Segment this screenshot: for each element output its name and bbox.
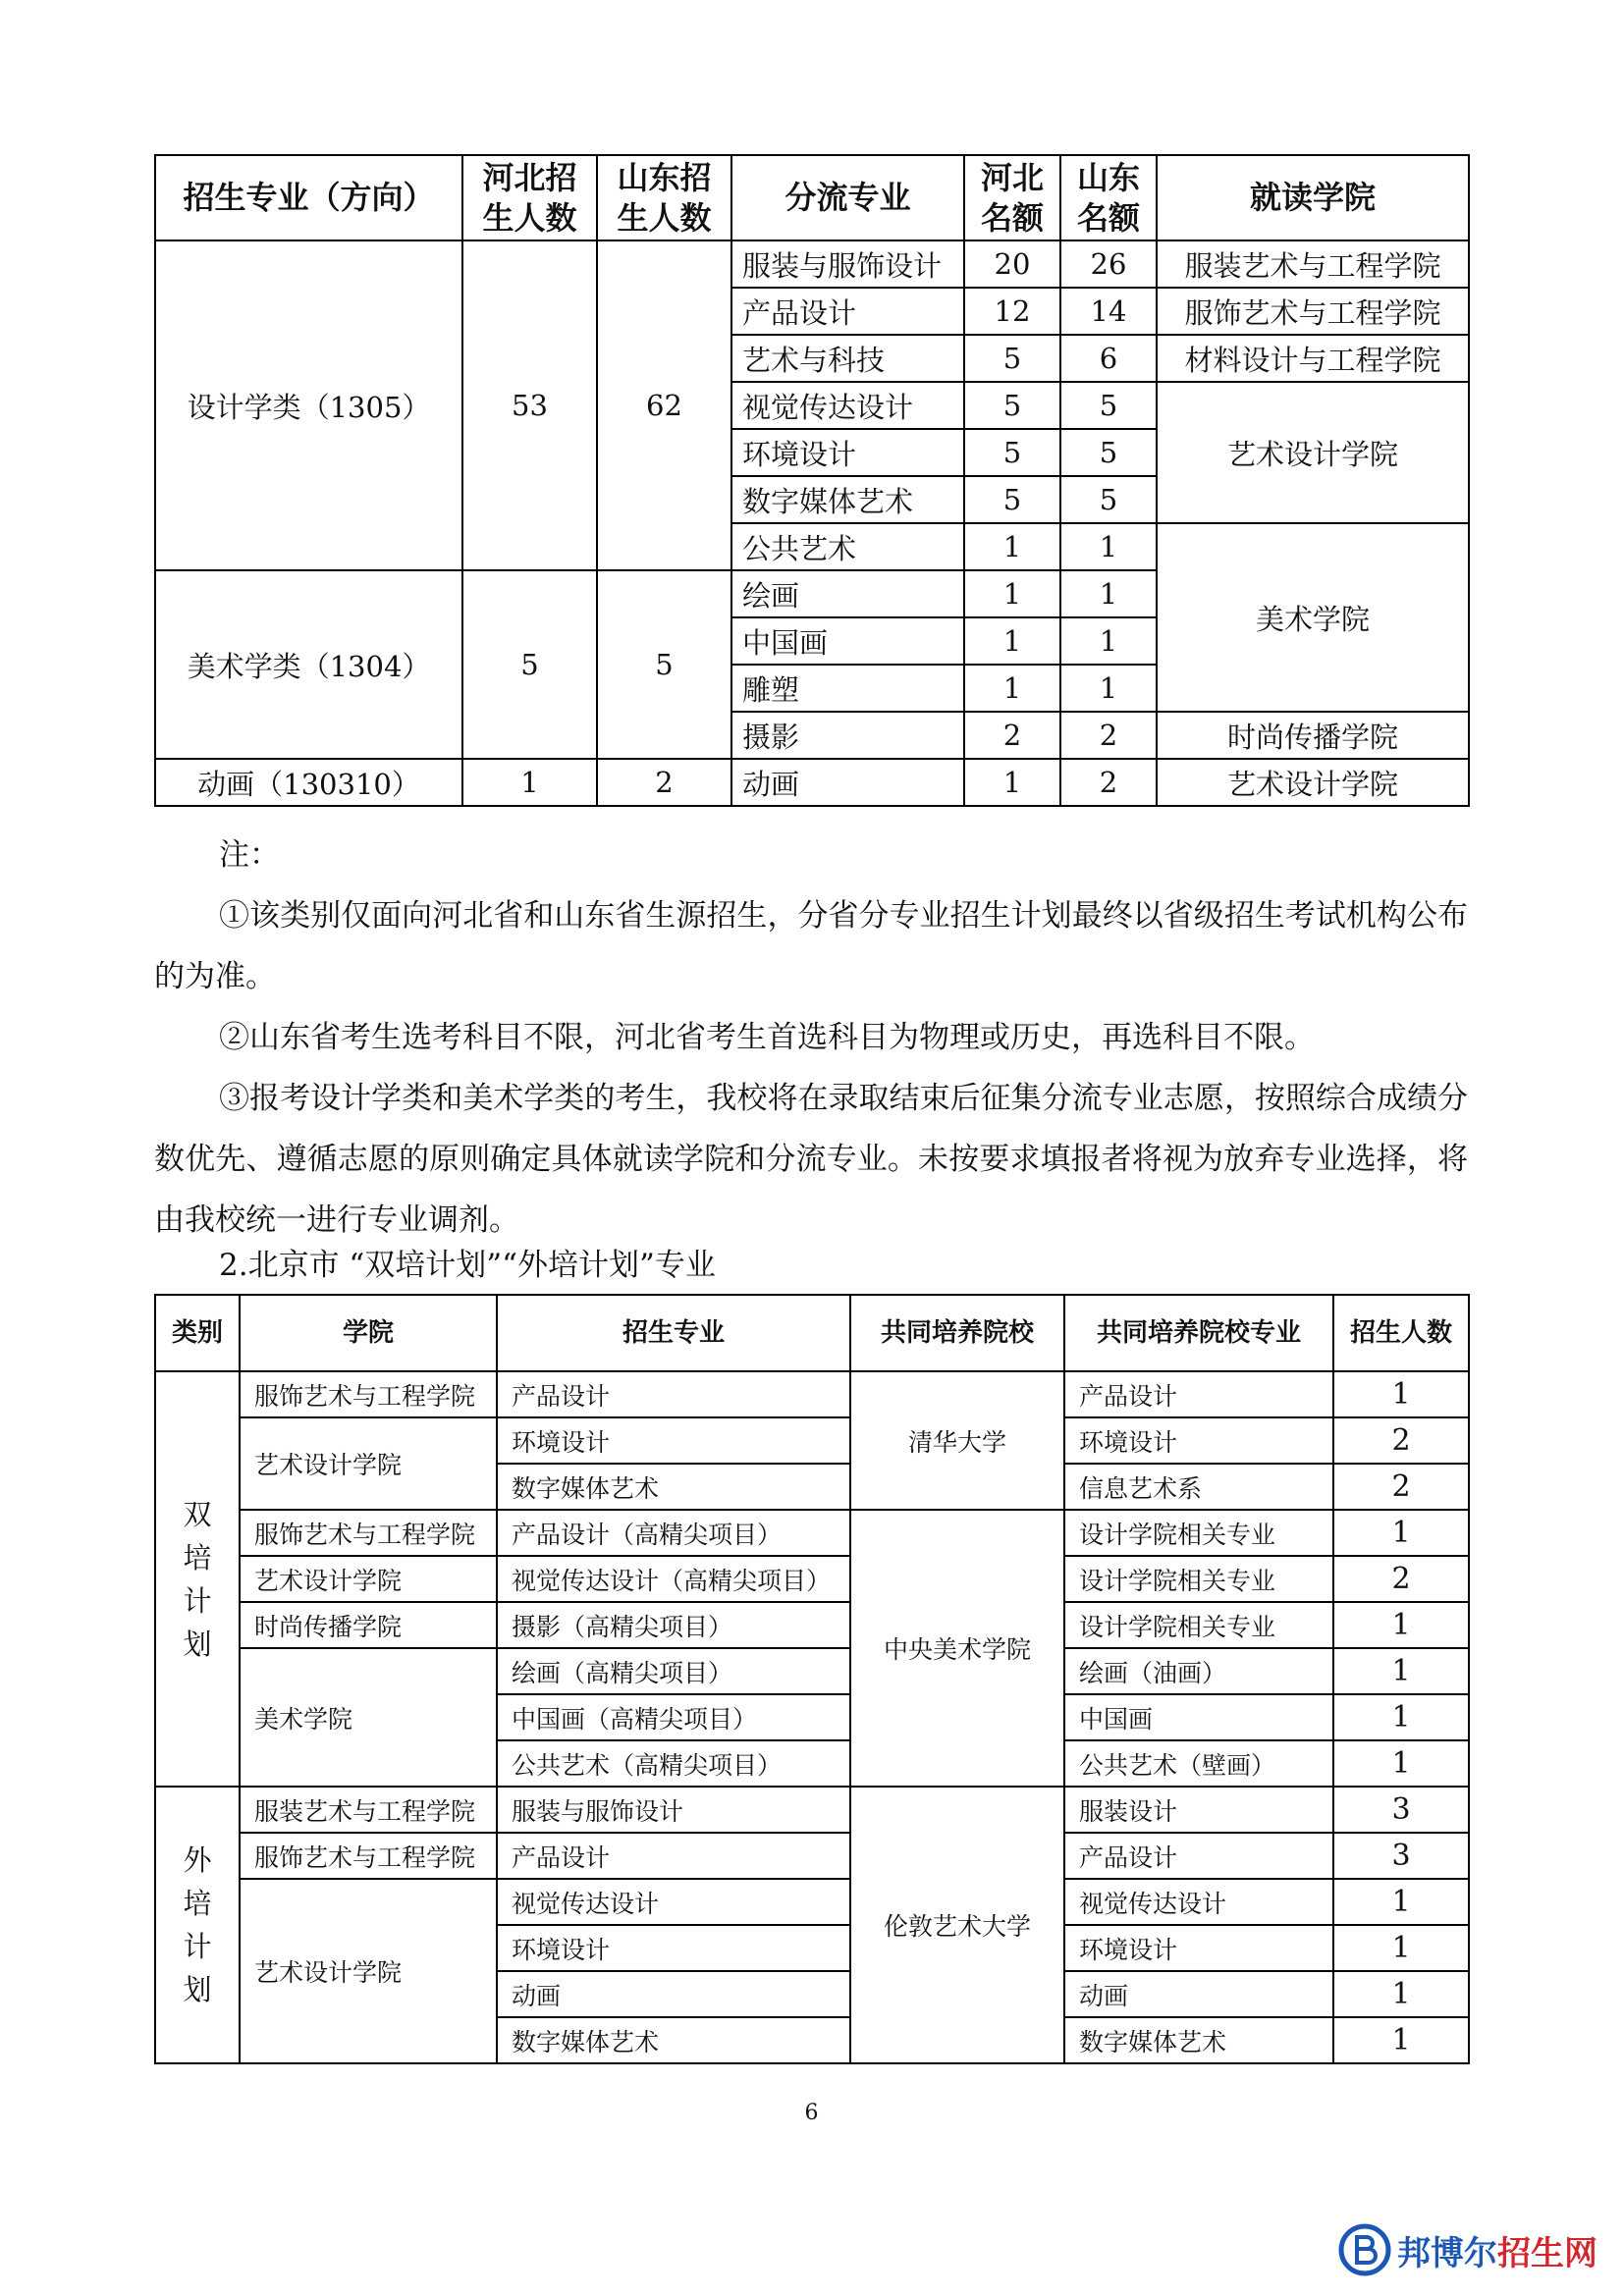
split-major: 数字媒体艺术 bbox=[731, 476, 964, 523]
count-cell: 1 bbox=[1333, 1602, 1469, 1648]
split-major: 视觉传达设计 bbox=[731, 382, 964, 429]
major-cell: 环境设计 bbox=[497, 1925, 850, 1971]
hebei-quota: 12 bbox=[964, 288, 1060, 335]
partner-major-cell: 服装设计 bbox=[1064, 1787, 1333, 1833]
group-shandong: 2 bbox=[597, 759, 731, 806]
group-shandong: 62 bbox=[597, 240, 731, 570]
college-cell: 时尚传播学院 bbox=[240, 1602, 497, 1648]
header-shandong-quota: 山东名额 bbox=[1060, 155, 1157, 240]
partner-major-cell: 动画 bbox=[1064, 1971, 1333, 2017]
table-row bbox=[155, 1371, 1469, 1417]
college-cell: 服装艺术与工程学院 bbox=[240, 1787, 497, 1833]
shandong-quota: 1 bbox=[1060, 570, 1157, 617]
major-cell: 视觉传达设计（高精尖项目） bbox=[497, 1556, 850, 1602]
group-shandong: 5 bbox=[597, 570, 731, 759]
group-hebei: 1 bbox=[462, 759, 597, 806]
major-cell: 产品设计 bbox=[497, 1833, 850, 1879]
category-label: 外培计划 bbox=[183, 1843, 212, 2006]
hebei-quota: 2 bbox=[964, 712, 1060, 759]
partner-major-cell: 产品设计 bbox=[1064, 1371, 1333, 1417]
note-1: ①该类别仅面向河北省和山东省生源招生，分省分专业招生计划最终以省级招生考试机构公布的为准。 bbox=[154, 898, 1468, 994]
table-row bbox=[155, 1648, 1469, 1694]
enrollment-plan-table bbox=[154, 154, 1470, 807]
group-name: 设计学类（1305） bbox=[155, 240, 462, 570]
major-cell: 环境设计 bbox=[497, 1417, 850, 1464]
partner-cell: 中央美术学院 bbox=[850, 1510, 1064, 1787]
major-cell: 数字媒体艺术 bbox=[497, 2017, 850, 2063]
header-major: 招生专业（方向） bbox=[155, 155, 462, 240]
college: 时尚传播学院 bbox=[1157, 712, 1469, 759]
partner-major-cell: 视觉传达设计 bbox=[1064, 1879, 1333, 1925]
table-header-row bbox=[155, 155, 1469, 240]
group-hebei: 5 bbox=[462, 570, 597, 759]
note-3: ③报考设计学类和美术学类的考生，我校将在录取结束后征集分流专业志愿，按照综合成绩分数优先、遵循志愿的原则确定具体就读学院和分流专业。未按要求填报者将视为放弃专业选择，将由我校统一进行专业调剂。 bbox=[154, 1081, 1468, 1238]
split-major: 摄影 bbox=[731, 712, 964, 759]
college-cell: 美术学院 bbox=[240, 1648, 497, 1787]
shandong-quota: 1 bbox=[1060, 523, 1157, 570]
shandong-quota: 5 bbox=[1060, 429, 1157, 476]
major-cell: 中国画（高精尖项目） bbox=[497, 1694, 850, 1740]
count-cell: 1 bbox=[1333, 1740, 1469, 1787]
count-cell: 3 bbox=[1333, 1787, 1469, 1833]
college: 服装艺术与工程学院 bbox=[1157, 240, 1469, 288]
partner-major-cell: 数字媒体艺术 bbox=[1064, 2017, 1333, 2063]
college: 美术学院 bbox=[1157, 523, 1469, 712]
partner-cell: 清华大学 bbox=[850, 1371, 1064, 1510]
split-major: 绘画 bbox=[731, 570, 964, 617]
table-row bbox=[155, 240, 1469, 288]
count-cell: 1 bbox=[1333, 1694, 1469, 1740]
hebei-quota: 1 bbox=[964, 523, 1060, 570]
category-cell bbox=[155, 1371, 240, 1787]
watermark-text-b: 招生网 bbox=[1497, 2233, 1597, 2273]
group-name: 美术学类（1304） bbox=[155, 570, 462, 759]
count-cell: 1 bbox=[1333, 1879, 1469, 1925]
major-cell: 绘画（高精尖项目） bbox=[497, 1648, 850, 1694]
header-shandong-count: 山东招生人数 bbox=[597, 155, 731, 240]
shandong-quota: 5 bbox=[1060, 476, 1157, 523]
group-name: 动画（130310） bbox=[155, 759, 462, 806]
count-cell: 3 bbox=[1333, 1833, 1469, 1879]
hebei-quota: 1 bbox=[964, 759, 1060, 806]
category-label: 双培计划 bbox=[183, 1497, 212, 1661]
watermark bbox=[1338, 2223, 1597, 2276]
split-major: 产品设计 bbox=[731, 288, 964, 335]
count-cell: 1 bbox=[1333, 1510, 1469, 1556]
count-cell: 1 bbox=[1333, 1648, 1469, 1694]
table-row bbox=[155, 1556, 1469, 1602]
notes-label: 注： bbox=[219, 837, 280, 873]
note-2: ②山东省考生选考科目不限，河北省考生首选科目为物理或历史，再选科目不限。 bbox=[219, 1020, 1315, 1055]
partner-cell: 伦敦艺术大学 bbox=[850, 1787, 1064, 2063]
major-cell: 摄影（高精尖项目） bbox=[497, 1602, 850, 1648]
split-major: 雕塑 bbox=[731, 665, 964, 712]
major-cell: 动画 bbox=[497, 1971, 850, 2017]
table-row bbox=[155, 1879, 1469, 1925]
major-cell: 数字媒体艺术 bbox=[497, 1464, 850, 1510]
partner-major-cell: 环境设计 bbox=[1064, 1925, 1333, 1971]
shandong-quota: 14 bbox=[1060, 288, 1157, 335]
page-number: 6 bbox=[804, 2101, 819, 2125]
shandong-quota: 26 bbox=[1060, 240, 1157, 288]
watermark-text-a: 邦博尔 bbox=[1397, 2233, 1497, 2273]
partner-major-cell: 设计学院相关专业 bbox=[1064, 1510, 1333, 1556]
college-cell: 服饰艺术与工程学院 bbox=[240, 1510, 497, 1556]
count-cell: 2 bbox=[1333, 1556, 1469, 1602]
major-cell: 视觉传达设计 bbox=[497, 1879, 850, 1925]
college: 艺术设计学院 bbox=[1157, 382, 1469, 523]
partner-major-cell: 公共艺术（壁画） bbox=[1064, 1740, 1333, 1787]
partner-major-cell: 设计学院相关专业 bbox=[1064, 1602, 1333, 1648]
header-split-major: 分流专业 bbox=[731, 155, 964, 240]
count-cell: 2 bbox=[1333, 1464, 1469, 1510]
shandong-quota: 2 bbox=[1060, 759, 1157, 806]
split-major: 动画 bbox=[731, 759, 964, 806]
college-cell: 服饰艺术与工程学院 bbox=[240, 1833, 497, 1879]
split-major: 艺术与科技 bbox=[731, 335, 964, 382]
count-cell: 1 bbox=[1333, 1371, 1469, 1417]
header-hebei-quota: 河北名额 bbox=[964, 155, 1060, 240]
table-row bbox=[155, 1417, 1469, 1464]
hebei-quota: 1 bbox=[964, 617, 1060, 665]
hebei-quota: 5 bbox=[964, 335, 1060, 382]
split-major: 服装与服饰设计 bbox=[731, 240, 964, 288]
college: 服饰艺术与工程学院 bbox=[1157, 288, 1469, 335]
category-cell bbox=[155, 1787, 240, 2063]
major-cell: 公共艺术（高精尖项目） bbox=[497, 1740, 850, 1787]
count-cell: 1 bbox=[1333, 2017, 1469, 2063]
hebei-quota: 1 bbox=[964, 570, 1060, 617]
split-major: 环境设计 bbox=[731, 429, 964, 476]
header-college: 就读学院 bbox=[1157, 155, 1469, 240]
partner-major-cell: 设计学院相关专业 bbox=[1064, 1556, 1333, 1602]
table-row bbox=[155, 1602, 1469, 1648]
header-major: 招生专业 bbox=[497, 1295, 850, 1371]
hebei-quota: 1 bbox=[964, 665, 1060, 712]
header-category: 类别 bbox=[155, 1295, 240, 1371]
partner-major-cell: 信息艺术系 bbox=[1064, 1464, 1333, 1510]
partner-major-cell: 绘画（油画） bbox=[1064, 1648, 1333, 1694]
major-cell: 产品设计 bbox=[497, 1371, 850, 1417]
section-title: 2.北京市 “双培计划”“外培计划”专业 bbox=[219, 1248, 716, 1283]
college: 材料设计与工程学院 bbox=[1157, 335, 1469, 382]
major-cell: 产品设计（高精尖项目） bbox=[497, 1510, 850, 1556]
shandong-quota: 1 bbox=[1060, 665, 1157, 712]
header-hebei-count: 河北招生人数 bbox=[462, 155, 597, 240]
hebei-quota: 5 bbox=[964, 476, 1060, 523]
count-cell: 2 bbox=[1333, 1417, 1469, 1464]
table-header-row bbox=[155, 1295, 1469, 1371]
partner-major-cell: 产品设计 bbox=[1064, 1833, 1333, 1879]
joint-training-table bbox=[154, 1294, 1470, 2064]
split-major: 公共艺术 bbox=[731, 523, 964, 570]
header-partner-major: 共同培养院校专业 bbox=[1064, 1295, 1333, 1371]
count-cell: 1 bbox=[1333, 1925, 1469, 1971]
count-cell: 1 bbox=[1333, 1971, 1469, 2017]
header-college: 学院 bbox=[240, 1295, 497, 1371]
header-count: 招生人数 bbox=[1333, 1295, 1469, 1371]
college-cell: 艺术设计学院 bbox=[240, 1879, 497, 2063]
partner-major-cell: 环境设计 bbox=[1064, 1417, 1333, 1464]
hebei-quota: 5 bbox=[964, 382, 1060, 429]
b-logo-icon bbox=[1338, 2223, 1391, 2276]
college-cell: 服饰艺术与工程学院 bbox=[240, 1371, 497, 1417]
split-major: 中国画 bbox=[731, 617, 964, 665]
shandong-quota: 1 bbox=[1060, 617, 1157, 665]
table-row bbox=[155, 1787, 1469, 1833]
table-row bbox=[155, 1510, 1469, 1556]
hebei-quota: 5 bbox=[964, 429, 1060, 476]
table-row bbox=[155, 759, 1469, 806]
shandong-quota: 2 bbox=[1060, 712, 1157, 759]
group-hebei: 53 bbox=[462, 240, 597, 570]
shandong-quota: 6 bbox=[1060, 335, 1157, 382]
college: 艺术设计学院 bbox=[1157, 759, 1469, 806]
shandong-quota: 5 bbox=[1060, 382, 1157, 429]
partner-major-cell: 中国画 bbox=[1064, 1694, 1333, 1740]
college-cell: 艺术设计学院 bbox=[240, 1556, 497, 1602]
table-row bbox=[155, 1833, 1469, 1879]
header-partner: 共同培养院校 bbox=[850, 1295, 1064, 1371]
major-cell: 服装与服饰设计 bbox=[497, 1787, 850, 1833]
college-cell: 艺术设计学院 bbox=[240, 1417, 497, 1510]
hebei-quota: 20 bbox=[964, 240, 1060, 288]
